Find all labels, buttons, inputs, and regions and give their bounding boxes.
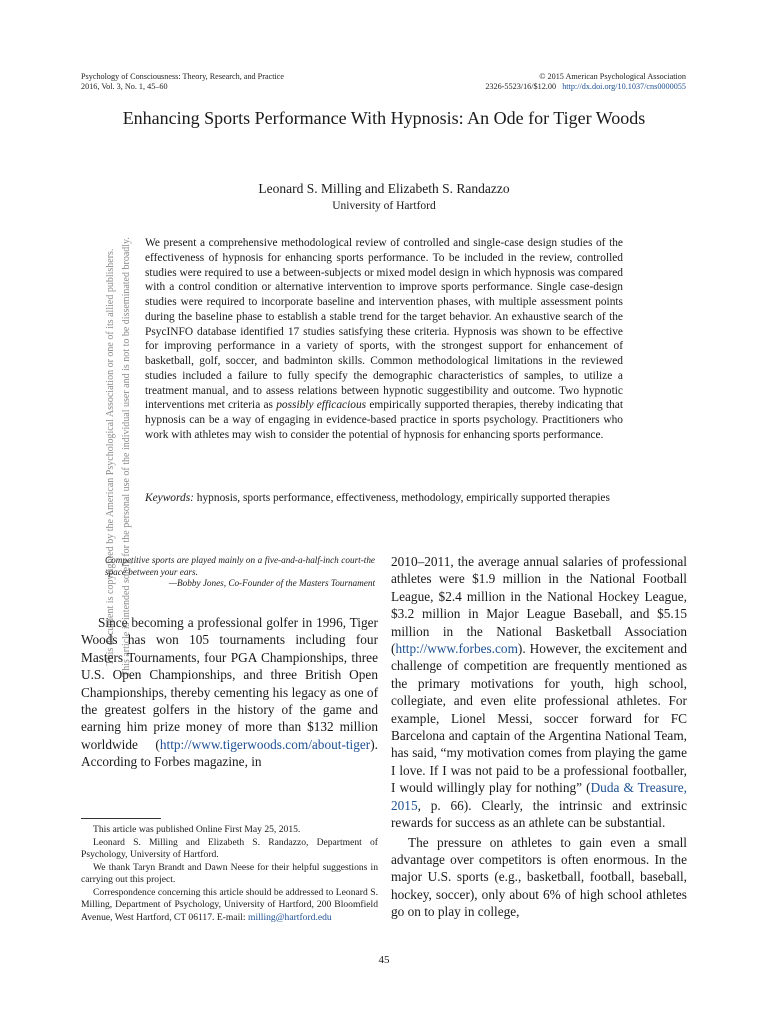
issn-doi-line <box>485 82 686 92</box>
authors: Leonard S. Milling and Elizabeth S. Randazzo <box>258 181 510 196</box>
epigraph-quote: Competitive sports are played mainly on a five-and-a-half-inch court-the space between your ears. <box>105 555 375 577</box>
keywords-text: hypnosis, sports performance, effectiveness, methodology, empirically supported therapies <box>193 492 610 504</box>
body-text: ). However, the excitement and challenge of competition are frequently mentioned as the primary motivations for youth, high school, collegiate, and even elite professional athletes. For example, Lionel Messi, soccer forward for FC Barcelona and captain of the Argentina National Team, has said, “my motivation comes from playing the game I love. If I was not paid to be a professional footballer, I would willingly play for nothing” ( <box>391 641 687 796</box>
sidebar-line-1: This document is copyrighted by the American Psychological Association or one of its allied publishers. <box>105 248 116 666</box>
journal-name: Psychology of Consciousness: Theory, Research, and Practice <box>81 72 285 81</box>
footnote-acknowledgment: We thank Taryn Brandt and Dawn Neese for their helpful suggestions in carrying out this project. <box>81 861 378 885</box>
page-number: 45 <box>378 954 390 966</box>
footnote-authors: Leonard S. Milling and Elizabeth S. Randazzo, Department of Psychology, University of Hartford. <box>81 836 378 860</box>
journal-volume: 2016, Vol. 3, No. 1, 45–60 <box>81 82 168 91</box>
epigraph-attribution: —Bobby Jones, Co-Founder of the Masters Tournament <box>168 578 375 589</box>
body-text: 2010–2011, the average annual salaries of professional athletes were $1.9 million in the National Football League, $2.4 million in the National Hockey League, $3.2 million in Major League Baseball, and $5.15 million in the National Basketball Association ( <box>391 554 687 657</box>
body-text: Since becoming a professional golfer in 1996, Tiger Woods has won 105 tournaments including four Masters Tournaments, four PGA Championships, three U.S. Open Championships, and three British Open Championships, thereby cementing his legacy as one of the greatest golfers in the history of the game and earning him prize money of more than $132 million worldwide ( <box>81 615 378 752</box>
footnote-correspondence <box>81 887 378 925</box>
abstract-emphasis: possibly efficacious <box>276 399 367 412</box>
body-text: ). According to Forbes magazine, in <box>81 736 378 770</box>
tigerwoods-link[interactable]: http://www.tigerwoods.com/about-tiger <box>159 736 371 752</box>
body-text: , p. 66). Clearly, the intrinsic and extrinsic rewards for success as an athlete can be substantial. <box>391 797 687 831</box>
footnote-text: Correspondence concerning this article should be addressed to Leonard S. Milling, Department of Psychology, University of Hartford, 200 Bloomfield Avenue, West Hartford, CT 06117. E-mail: <box>81 886 378 923</box>
copyright-sidebar <box>103 7 137 907</box>
duda-treasure-citation-link[interactable]: Duda & Treasure, 2015 <box>391 780 687 813</box>
footnotes <box>81 824 378 924</box>
body-paragraph <box>81 614 378 771</box>
affiliation: University of Hartford <box>332 200 436 212</box>
issn: 2326-5523/16/$12.00 <box>485 82 557 91</box>
copyright-header <box>485 72 686 92</box>
sidebar-line-2: This article is intended solely for the personal use of the individual user and is not to be disseminated broadly. <box>121 237 132 677</box>
footnote-publication: This article was published Online First May 25, 2015. <box>93 824 301 835</box>
body-column-right <box>391 553 687 921</box>
copyright-notice: © 2015 American Psychological Association <box>539 72 686 81</box>
email-link[interactable]: milling@hartford.edu <box>248 911 332 923</box>
abstract-part-1: We present a comprehensive methodological review of controlled and single-case design studies of the effectiveness of hypnosis for enhancing sports performance. To be included in the review, controlled studies were required to use a between-subjects or mixed model design in which hypnosis was compared with a control condition or alternative intervention to improve sports performance. Single case-design studies were required to incorporate baseline and intervention phases, with multiple assessment points during the baseline phase to establish a stable trend for the target behavior. An exhaustive search of the PsycINFO database identified 17 studies satisfying these criteria. Hypnosis was shown to be effective for improving performance in a variety of sports, with the strongest support for enhancement of basketball, golf, soccer, and badminton skills. Common methodological limitations in the reviewed studies included a failure to fully specify the demographic characteristics of samples, to utilize a treatment manual, and to assess relations between hypnotic suggestibility and outcome. Two hypnotic interventions met criteria as <box>145 237 623 412</box>
article-title: Enhancing Sports Performance With Hypnosis: An Ode for Tiger Woods <box>122 108 646 128</box>
keywords-label: Keywords: <box>145 492 194 504</box>
forbes-link[interactable]: http://www.forbes.com <box>395 641 518 657</box>
body-paragraph: The pressure on athletes to gain even a small advantage over competitors is often enormous. In the major U.S. sports (e.g., basketball, football, baseball, hockey, soccer), only about 6% of high school athletes go on to play in college, <box>391 834 687 920</box>
doi-link[interactable]: http://dx.doi.org/10.1037/cns0000055 <box>562 82 686 91</box>
body-paragraph <box>391 553 687 832</box>
abstract-part-2: empirically supported therapies, thereby indicating that hypnosis can be a way of engaging in evidence-based practice in sports psychology. Practitioners who work with athletes may wish to consider the potential of hypnosis for enhancing sports performance. <box>145 399 623 441</box>
keywords <box>145 491 623 506</box>
body-column-left <box>81 614 378 771</box>
abstract <box>145 236 623 443</box>
epigraph <box>105 555 375 590</box>
footnote-divider <box>81 818 161 819</box>
